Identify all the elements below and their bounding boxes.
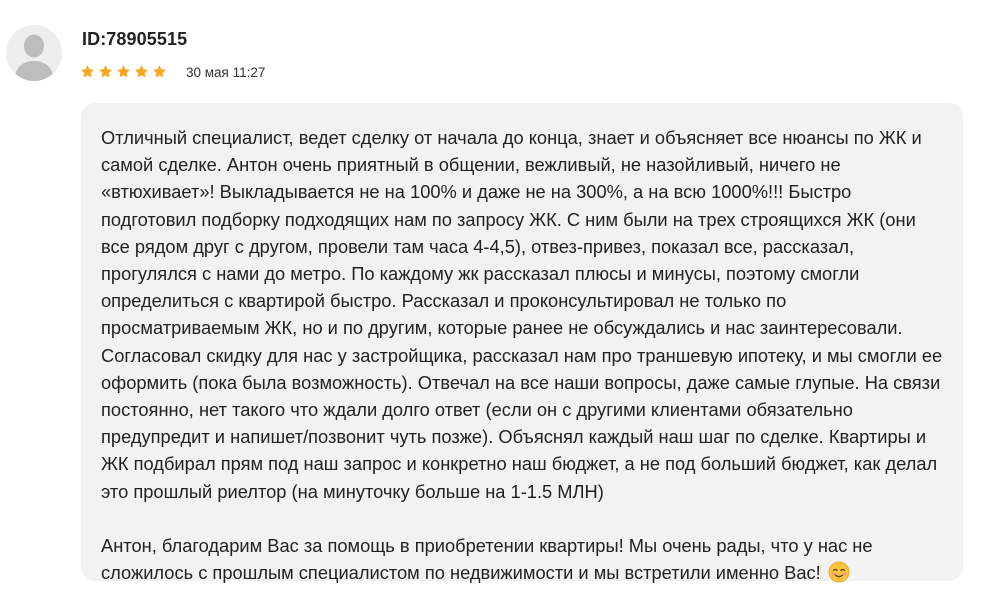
review-paragraph-closing: [101, 532, 945, 586]
star-icon: [116, 64, 131, 79]
star-icon: [80, 64, 95, 79]
author-id[interactable]: ID:78905515: [82, 29, 188, 49]
smiling-blush-face-icon: [828, 561, 850, 583]
avatar[interactable]: [6, 25, 62, 81]
star-icon: [98, 64, 113, 79]
review-date: 30 мая 11:27: [186, 65, 266, 80]
review-text-bubble: [81, 103, 963, 584]
star-icon: [134, 64, 149, 79]
star-rating: [80, 64, 167, 79]
review-paragraph: Отличный специалист, ведет сделку от начала до конца, знает и объясняет все нюансы по ЖК и самой сделке. Антон очень приятный в общении, вежливый, не назойливый, ничего не «втюхивает»! Выкладывается не на 100% и даже не на 300%, а на всю 1000%!!! Быстро подготовил подборку подходящих нам по запросу ЖК. С ним были на трех строящихся ЖК (они все рядом друг с другом, провели там часа 4-4,5), отвез-привез, показал все, рассказал, прогулялся с нами до метро. По каждому жк рассказал плюсы и минусы, поэтому смогли определиться с квартирой быстро. Рассказал и проконсультировал не только по просматриваемым ЖК, но и по другим, которые ранее не обсуждались и нас заинтересовали. Согласовал скидку для нас у застройщика, рассказал нам про траншевую ипотеку, и мы смогли ее оформить (пока была возможность). Отвечал на все наши вопросы, даже самые глупые. На связи постоянно, нет такого что ждали долго ответ (если он с другими клиентами обязательно предупредит и напишет/позвонит чуть позже). Объяснял каждый наш шаг по сделке. Квартиры и ЖК подбирал прям под наш запрос и конкретно наш бюджет, а не под больший бюджет, как делал это прошлый риелтор (на минуточку больше на 1-1.5 МЛН): [101, 127, 943, 502]
review-paragraph: Антон, благодарим Вас за помощь в приобретении квартиры! Мы очень рады, что у нас не сложилось с прошлым специалистом по недвижимости и мы встретили именно Вас!: [101, 534, 873, 584]
star-icon: [152, 64, 167, 79]
user-avatar-icon: [6, 25, 62, 81]
